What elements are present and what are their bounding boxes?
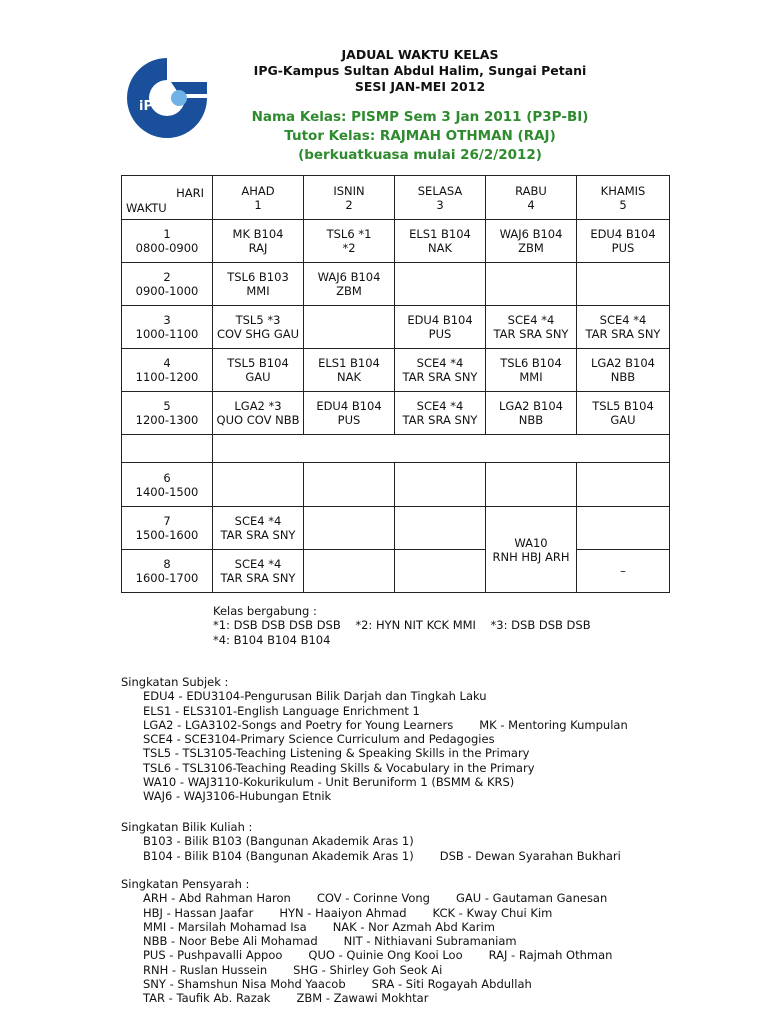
class-cell: WAJ6 B104 ZBM [486, 220, 577, 263]
class-cell: TSL5 B104 GAU [577, 392, 670, 435]
subject-legend [121, 675, 628, 804]
class-cell: TSL6 B104 MMI [486, 349, 577, 392]
notes-line: *4: B104 B104 B104 [213, 632, 331, 647]
legend-row: NBB - Noor Bebe Ali Mohamad NIT - Nithiavani Subramaniam [143, 934, 517, 949]
class-cell: TSL5 *3 COV SHG GAU [213, 306, 304, 349]
table-row [122, 306, 670, 349]
time-cell: 8 1600-1700 [122, 550, 213, 593]
legend-item: TSL6 - TSL3106-Teaching Reading Skills & Vocabulary in the Primary [143, 760, 535, 775]
room-legend-heading: Singkatan Bilik Kuliah : [121, 820, 253, 834]
empty-cell [395, 550, 486, 593]
empty-cell [577, 507, 670, 550]
class-cell-wa10: WA10 RNH HBJ ARH [486, 507, 577, 593]
legend-item [121, 849, 621, 863]
legend-item-dsb: DSB - Dewan Syarahan Bukhari [439, 848, 621, 863]
timetable [121, 175, 670, 593]
notes-line: *1: DSB DSB DSB DSB *2: HYN NIT KCK MMI *3: DSB DSB DSB [213, 618, 591, 633]
class-cell: EDU4 B104 PUS [304, 392, 395, 435]
empty-cell [395, 263, 486, 306]
class-cell: ELS1 B104 NAK [304, 349, 395, 392]
time-cell: 5 1200-1300 [122, 392, 213, 435]
table-row [122, 349, 670, 392]
legend-item: WAJ6 - WAJ3106-Hubungan Etnik [143, 789, 332, 804]
empty-cell [395, 463, 486, 507]
empty-cell [486, 463, 577, 507]
class-cell: TSL6 *1 *2 [304, 220, 395, 263]
class-cell: SCE4 *4 TAR SRA SNY [213, 507, 304, 550]
class-cell: LGA2 B104 NBB [577, 349, 670, 392]
lecturer-legend [121, 877, 612, 1006]
empty-cell [122, 435, 213, 463]
time-cell: 2 0900-1000 [122, 263, 213, 306]
legend-row: MMI - Marsilah Mohamad Isa NAK - Nor Azmah Abd Karim [143, 919, 495, 934]
class-cell: EDU4 B104 PUS [577, 220, 670, 263]
legend-item: TSL5 - TSL3105-Teaching Listening & Speaking Skills in the Primary [143, 746, 530, 761]
break-row [122, 435, 670, 463]
effective-date: (berkuatkuasa mulai 26/2/2012) [298, 147, 542, 163]
legend-item-mk: MK - Mentoring Kumpulan [479, 717, 628, 732]
time-cell: 4 1100-1200 [122, 349, 213, 392]
class-cell: WAJ6 B104 ZBM [304, 263, 395, 306]
legend-item: ELS1 - ELS3101-English Language Enrichment 1 [143, 703, 420, 718]
legend-row: TAR - Taufik Ab. Razak ZBM - Zawawi Mokhtar [143, 991, 429, 1006]
legend-item-lga2: LGA2 - LGA3102-Songs and Poetry for Young Learners [143, 717, 454, 732]
hari-label: HARI [176, 186, 204, 200]
table-row [122, 392, 670, 435]
subject-legend-heading: Singkatan Subjek : [121, 675, 229, 689]
class-cell: SCE4 *4 TAR SRA SNY [395, 349, 486, 392]
corner-cell [122, 176, 213, 220]
empty-cell [304, 306, 395, 349]
svg-text:iPG: iPG [139, 99, 164, 114]
class-cell: SCE4 *4 TAR SRA SNY [395, 392, 486, 435]
time-cell: 3 1000-1100 [122, 306, 213, 349]
empty-cell [577, 463, 670, 507]
break-cell [213, 435, 670, 463]
empty-cell [213, 463, 304, 507]
class-info [140, 108, 700, 165]
class-cell: – [577, 550, 670, 593]
class-tutor: Tutor Kelas: RAJMAH OTHMAN (RAJ) [284, 128, 556, 144]
legend-row: ARH - Abd Rahman Haron COV - Corinne Vong GAU - Gautaman Ganesan [143, 891, 608, 906]
legend-item: B103 - Bilik B103 (Bangunan Akademik Aras 1) [143, 834, 414, 849]
document-header [140, 47, 700, 95]
empty-cell [395, 507, 486, 550]
empty-cell [304, 463, 395, 507]
day-header-isnin: ISNIN 2 [304, 176, 395, 220]
legend-row: RNH - Ruslan Hussein SHG - Shirley Goh Seok Ai [143, 962, 443, 977]
waktu-label: WAKTU [126, 201, 167, 215]
class-cell: TSL5 B104 GAU [213, 349, 304, 392]
legend-item: EDU4 - EDU3104-Pengurusan Bilik Darjah dan Tingkah Laku [143, 689, 487, 704]
legend-row: PUS - Pushpavalli Appoo QUO - Quinie Ong Kooi Loo RAJ - Rajmah Othman [143, 948, 613, 963]
class-cell: EDU4 B104 PUS [395, 306, 486, 349]
time-cell: 7 1500-1600 [122, 507, 213, 550]
class-cell: LGA2 B104 NBB [486, 392, 577, 435]
notes-heading: Kelas bergabung : [213, 604, 317, 618]
legend-row: HBJ - Hassan Jaafar HYN - Haaiyon Ahmad KCK - Kway Chui Kim [143, 905, 553, 920]
table-row [122, 507, 670, 550]
class-cell: SCE4 *4 TAR SRA SNY [486, 306, 577, 349]
header-session: SESI JAN-MEI 2012 [354, 79, 486, 94]
day-header-ahad: AHAD 1 [213, 176, 304, 220]
legend-row: SNY - Shamshun Nisa Mohd Yaacob SRA - Siti Rogayah Abdullah [143, 977, 532, 992]
legend-item: WA10 - WAJ3110-Kokurikulum - Unit Beruniform 1 (BSMM & KRS) [143, 775, 515, 790]
legend-item-b104: B104 - Bilik B104 (Bangunan Akademik Aras 1) [143, 848, 414, 863]
table-row [122, 463, 670, 507]
time-cell: 1 0800-0900 [122, 220, 213, 263]
legend-item: SCE4 - SCE3104-Primary Science Curriculum and Pedagogies [143, 732, 495, 747]
time-cell: 6 1400-1500 [122, 463, 213, 507]
day-header-selasa: SELASA 3 [395, 176, 486, 220]
class-cell: TSL6 B103 MMI [213, 263, 304, 306]
class-cell: LGA2 *3 QUO COV NBB [213, 392, 304, 435]
legend-item [121, 718, 628, 732]
day-header-rabu: RABU 4 [486, 176, 577, 220]
header-title: JADUAL WAKTU KELAS [341, 47, 499, 62]
class-cell: SCE4 *4 TAR SRA SNY [213, 550, 304, 593]
table-row [122, 263, 670, 306]
lecturer-legend-heading: Singkatan Pensyarah : [121, 877, 250, 891]
class-cell: MK B104 RAJ [213, 220, 304, 263]
table-row [122, 550, 670, 593]
empty-cell [577, 263, 670, 306]
day-header-khamis: KHAMIS 5 [577, 176, 670, 220]
table-header-row [122, 176, 670, 220]
empty-cell [304, 550, 395, 593]
class-cell: ELS1 B104 NAK [395, 220, 486, 263]
empty-cell [486, 263, 577, 306]
class-name: Nama Kelas: PISMP Sem 3 Jan 2011 (P3P-BI) [251, 109, 589, 125]
header-campus: IPG-Kampus Sultan Abdul Halim, Sungai Petani [253, 63, 587, 78]
class-cell: SCE4 *4 TAR SRA SNY [577, 306, 670, 349]
table-row [122, 220, 670, 263]
room-legend [121, 820, 621, 863]
combined-class-notes [121, 604, 591, 647]
empty-cell [304, 507, 395, 550]
